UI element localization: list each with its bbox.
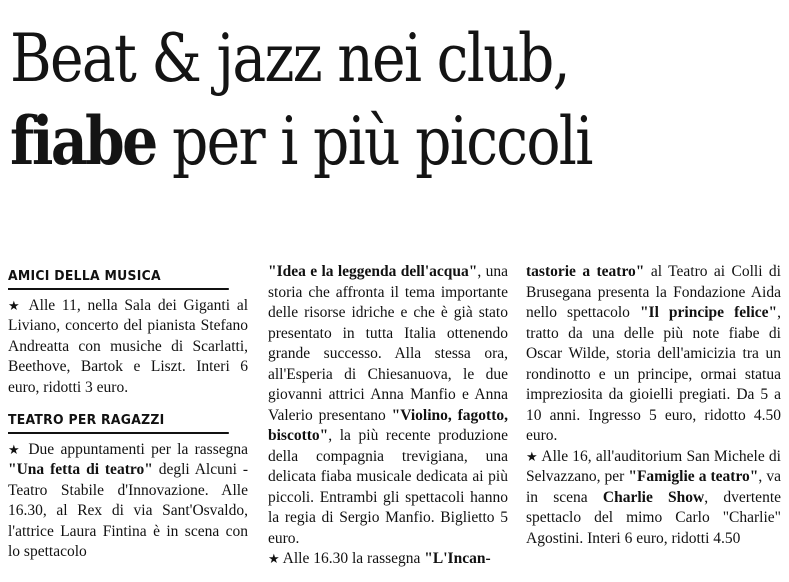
paragraph-text: , tratto da una delle più note fiabe di Oscar Wilde, storia dell'amicizia tra un rondinotto e un principe, ormai statua impreziosita da gioielli pregiati. Da 5 a 10 anni. Ingresso 5 euro, ridotto 4.50 euro. <box>526 304 781 444</box>
star-icon: ★ <box>526 448 539 464</box>
paragraph-text: , va in scena <box>526 468 781 506</box>
section-heading-amici-della-musica: AMICI DELLA MUSICA <box>8 266 229 290</box>
column-3 <box>526 262 781 561</box>
paragraph-idea-e-la-leggenda <box>268 262 508 570</box>
paragraph-text: Alle 16.30 la rassegna <box>279 550 425 567</box>
headline <box>10 18 677 183</box>
event-title: "Il principe felice" <box>639 304 778 321</box>
column-2 <box>268 262 508 582</box>
headline-line-2 <box>10 100 677 183</box>
paragraph-text: , la più recente produzione della compagnia trevigiana, una delicata fiaba musicale dedicata ai più piccoli. Entrambi gli spettacoli hanno la regia di Sergio Manfio. Biglietto 5 euro. <box>268 427 508 547</box>
star-icon: ★ <box>8 441 23 457</box>
paragraph-text: Due appuntamenti per la rassegna <box>22 440 248 458</box>
event-title: "Famiglie a teatro" <box>628 468 759 485</box>
section-heading-teatro-per-ragazzi: TEATRO PER RAGAZZI <box>8 410 229 434</box>
event-title: "Violino, fagotto, biscotto" <box>268 406 509 444</box>
paragraph-amici-della-musica <box>8 296 248 399</box>
event-title: "L'Incan- <box>424 550 491 567</box>
paragraph-text: Alle 11, nella Sala dei Giganti al Liviano, concerto del pianista Stefano Andreatta con musiche di Scarlatti, Beethove, Bartok e Liszt. Interi 6 euro, ridotti 3 euro. <box>8 296 249 396</box>
event-title: tastorie a teatro" <box>526 263 645 280</box>
paragraph-text: Alle 16, all'auditorium San Michele di Selvazzano, per <box>526 447 781 485</box>
column-1 <box>8 262 248 575</box>
event-title: "Idea e la leggenda dell'acqua" <box>268 263 478 280</box>
star-icon: ★ <box>268 551 280 566</box>
paragraph-teatro-per-ragazzi <box>8 440 248 563</box>
paragraph-text: al Teatro ai Colli di Brusegana presenta la Fondazione Aida nello spettacolo <box>526 263 781 321</box>
star-icon: ★ <box>8 297 23 313</box>
paragraph-principe-felice <box>526 262 781 549</box>
headline-line-2-rest: per i più piccoli <box>155 103 592 180</box>
paragraph-text: , una storia che affronta il tema importante delle risorse idriche e che è già stato presentato in tutta Italia ottenendo grande successo. Alla stessa ora, all'Esperia di Chiesanuova, le due giovanni attrici Anna Manfio e Anna Valerio presentano <box>268 263 508 424</box>
paragraph-text: degli Alcuni - Teatro Stabile d'Innovazione. Alle 16.30, al Rex di via Sant'Osvaldo, l'attrice Laura Fintina è in scena con lo spettacolo <box>8 461 248 560</box>
event-title: "Una fetta di teatro" <box>8 461 153 478</box>
headline-line-1: Beat & jazz nei club, <box>10 20 569 97</box>
show-name: Charlie Show <box>602 488 705 506</box>
paragraph-text: , dvertente spettaclo del mimo Carlo "Charlie" Agostini. Interi 6 euro, ridotti 4.50 <box>526 488 781 547</box>
headline-bold-word: fiabe <box>10 102 156 180</box>
